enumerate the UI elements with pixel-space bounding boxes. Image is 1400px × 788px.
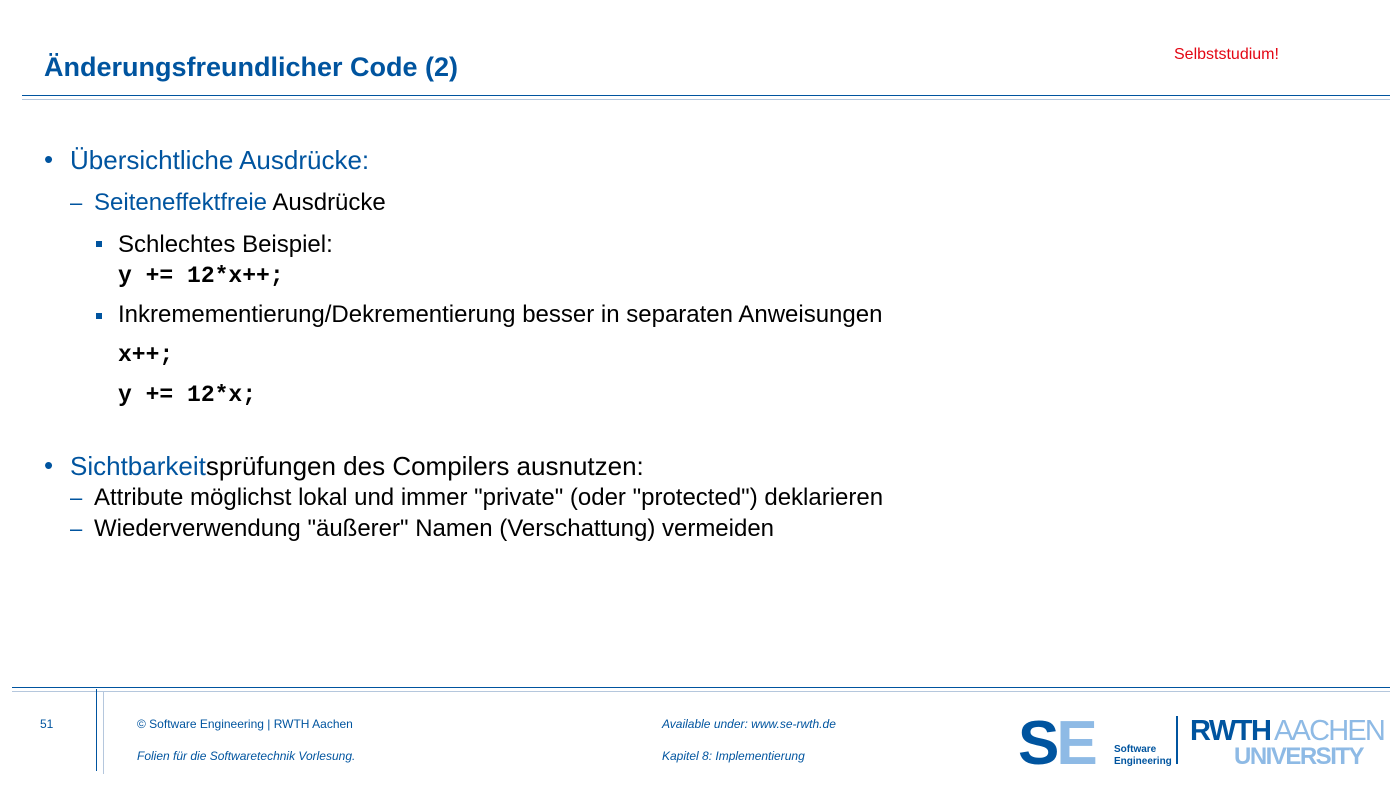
item-visibility-checks — [70, 451, 644, 482]
self-study-tag: Selbststudium! — [1174, 46, 1279, 63]
bullet-dot: • — [44, 450, 54, 480]
logo-se-word1: Software — [1114, 744, 1157, 755]
page-number: 51 — [40, 717, 54, 731]
item-overview-expressions: Übersichtliche Ausdrücke: — [70, 145, 370, 175]
rwth-aachen-logo — [1188, 712, 1385, 770]
footer-available: Available under: www.se-rwth.de — [662, 717, 836, 731]
logo-se-word2: Engineering — [1114, 756, 1172, 767]
footer-rule — [12, 687, 1390, 688]
sub-item-side-effect-free-highlight: Seiteneffektfreie — [94, 189, 268, 216]
sub-item-side-effect-free-rest: Ausdrücke — [267, 189, 386, 216]
item-visibility-rest: sprüfungen des Compilers ausnutzen: — [205, 451, 644, 481]
bullet-dash: – — [70, 190, 83, 215]
logo-divider — [1176, 716, 1178, 764]
sub-item-avoid-shadowing: Wiederverwendung "äußerer" Namen (Verschattung) vermeiden — [94, 515, 775, 542]
logo-se-letters: SE — [1018, 709, 1095, 778]
header-rule — [22, 95, 1390, 96]
bad-example-code: y += 12*x++; — [118, 263, 284, 289]
slide-title: Änderungsfreundlicher Code (2) — [44, 52, 459, 82]
bullet-square — [96, 241, 102, 247]
logo-aachen: AACHEN — [1274, 715, 1385, 747]
increment-advice: Inkremementierung/Dekrementierung besser in separaten Anweisungen — [118, 301, 883, 328]
footer-rule-light — [12, 691, 1390, 692]
logo-university: UNIVERSITY — [1234, 743, 1364, 770]
bad-example-label: Schlechtes Beispiel: — [118, 231, 333, 258]
header-rule-light — [22, 99, 1390, 100]
sub-item-side-effect-free — [94, 189, 386, 217]
footer-course: Folien für die Softwaretechnik Vorlesung. — [137, 749, 356, 763]
good-example-code-2: y += 12*x; — [118, 382, 257, 408]
footer-copyright: © Software Engineering | RWTH Aachen — [137, 717, 353, 731]
good-example-code-1: x++; — [118, 342, 174, 368]
bullet-dot: • — [44, 144, 54, 174]
bullet-dash: – — [70, 516, 83, 541]
sub-item-attributes-private: Attribute möglichst lokal und immer "private" (oder "protected") deklarieren — [94, 484, 884, 511]
bullet-square — [96, 313, 102, 319]
logo-rwth: RWTH — [1190, 715, 1271, 747]
item-visibility-highlight: Sichtbarkeit — [70, 451, 206, 481]
bullet-dash: – — [70, 485, 83, 510]
footer-vertical-rule-light — [103, 692, 104, 774]
footer-chapter: Kapitel 8: Implementierung — [662, 749, 805, 763]
software-engineering-logo — [1018, 709, 1172, 778]
footer-vertical-rule — [96, 689, 97, 771]
